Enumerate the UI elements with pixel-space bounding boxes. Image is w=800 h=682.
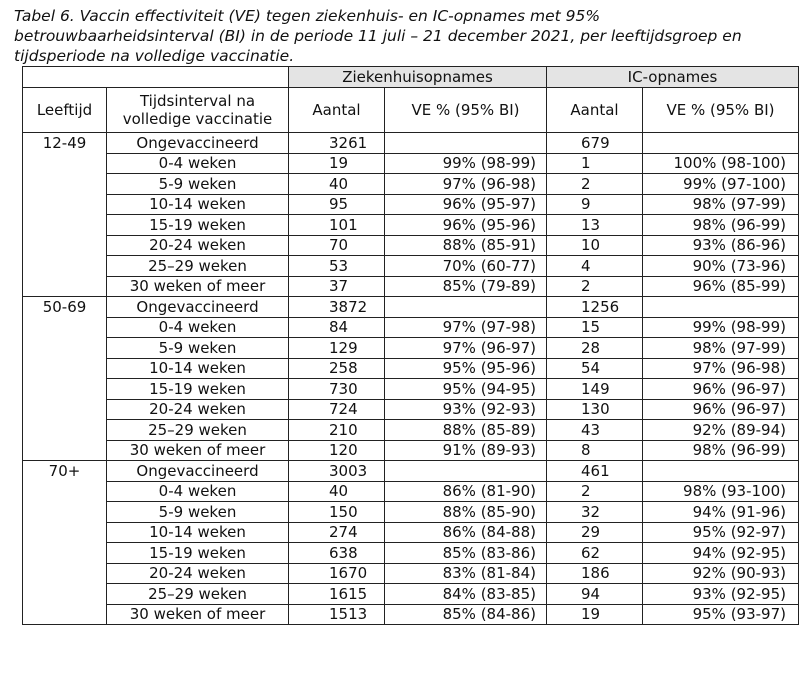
table-row [23, 297, 799, 318]
ic-count-cell: 15 [547, 317, 643, 338]
interval-cell: 20-24 weken [107, 235, 289, 256]
table-row [23, 215, 799, 236]
ic-ve-cell: 96% (85-99) [643, 276, 799, 297]
ic-count-cell: 461 [547, 461, 643, 482]
age-cell [23, 502, 107, 523]
hospital-ve-cell: 85% (79-89) [385, 276, 547, 297]
interval-cell: 10-14 weken [107, 194, 289, 215]
ic-ve-cell: 98% (96-99) [643, 440, 799, 461]
interval-cell: 20-24 weken [107, 399, 289, 420]
ic-ve-cell: 96% (96-97) [643, 379, 799, 400]
ic-count-cell: 1 [547, 153, 643, 174]
table-body [23, 133, 799, 625]
hospital-count-cell: 129 [289, 338, 385, 359]
ve-table [22, 66, 799, 625]
age-cell [23, 604, 107, 625]
age-cell [23, 522, 107, 543]
ic-ve-cell: 95% (92-97) [643, 522, 799, 543]
header-ic-ve: VE % (95% BI) [643, 88, 799, 133]
age-cell: 50-69 [23, 297, 107, 318]
table-row [23, 563, 799, 584]
interval-cell: 25–29 weken [107, 584, 289, 605]
table-row [23, 543, 799, 564]
interval-cell: 30 weken of meer [107, 276, 289, 297]
table-row [23, 502, 799, 523]
hospital-ve-cell [385, 297, 547, 318]
header-hospital-count: Aantal [289, 88, 385, 133]
header-row-columns [23, 88, 799, 133]
ic-ve-cell: 90% (73-96) [643, 256, 799, 277]
age-cell [23, 215, 107, 236]
age-cell [23, 256, 107, 277]
interval-cell: Ongevaccineerd [107, 461, 289, 482]
ic-ve-cell [643, 461, 799, 482]
ic-ve-cell: 98% (97-99) [643, 338, 799, 359]
interval-cell: 5-9 weken [107, 174, 289, 195]
hospital-ve-cell: 91% (89-93) [385, 440, 547, 461]
table-row [23, 440, 799, 461]
age-cell [23, 317, 107, 338]
hospital-count-cell: 3261 [289, 133, 385, 154]
table-row [23, 317, 799, 338]
header-age: Leeftijd [23, 88, 107, 133]
interval-cell: 5-9 weken [107, 502, 289, 523]
ic-count-cell: 94 [547, 584, 643, 605]
ic-count-cell: 13 [547, 215, 643, 236]
ic-count-cell: 62 [547, 543, 643, 564]
hospital-ve-cell: 97% (96-97) [385, 338, 547, 359]
hospital-count-cell: 40 [289, 481, 385, 502]
ic-count-cell: 2 [547, 174, 643, 195]
interval-cell: 25–29 weken [107, 420, 289, 441]
table-row [23, 399, 799, 420]
ic-ve-cell: 99% (98-99) [643, 317, 799, 338]
ic-ve-cell: 94% (92-95) [643, 543, 799, 564]
table-row [23, 194, 799, 215]
header-ic-group: IC-opnames [547, 67, 799, 88]
ic-ve-cell: 100% (98-100) [643, 153, 799, 174]
hospital-count-cell: 1615 [289, 584, 385, 605]
hospital-ve-cell: 95% (94-95) [385, 379, 547, 400]
hospital-count-cell: 37 [289, 276, 385, 297]
hospital-count-cell: 19 [289, 153, 385, 174]
table-row [23, 133, 799, 154]
age-cell [23, 440, 107, 461]
hospital-count-cell: 3003 [289, 461, 385, 482]
hospital-count-cell: 274 [289, 522, 385, 543]
interval-cell: Ongevaccineerd [107, 133, 289, 154]
hospital-ve-cell: 96% (95-96) [385, 215, 547, 236]
hospital-ve-cell: 83% (81-84) [385, 563, 547, 584]
hospital-count-cell: 53 [289, 256, 385, 277]
table-row [23, 379, 799, 400]
hospital-count-cell: 95 [289, 194, 385, 215]
interval-cell: 30 weken of meer [107, 440, 289, 461]
hospital-count-cell: 150 [289, 502, 385, 523]
ic-count-cell: 19 [547, 604, 643, 625]
interval-cell: 15-19 weken [107, 379, 289, 400]
age-cell [23, 174, 107, 195]
ic-count-cell: 32 [547, 502, 643, 523]
interval-cell: 10-14 weken [107, 358, 289, 379]
header-ic-count: Aantal [547, 88, 643, 133]
age-cell [23, 584, 107, 605]
age-cell [23, 379, 107, 400]
ic-count-cell: 149 [547, 379, 643, 400]
age-cell [23, 563, 107, 584]
hospital-count-cell: 1513 [289, 604, 385, 625]
header-hospital-ve: VE % (95% BI) [385, 88, 547, 133]
hospital-ve-cell: 97% (97-98) [385, 317, 547, 338]
hospital-ve-cell: 96% (95-97) [385, 194, 547, 215]
header-hospital-group: Ziekenhuisopnames [289, 67, 547, 88]
interval-cell: 20-24 weken [107, 563, 289, 584]
table-row [23, 604, 799, 625]
hospital-count-cell: 210 [289, 420, 385, 441]
table-row [23, 461, 799, 482]
hospital-ve-cell: 88% (85-89) [385, 420, 547, 441]
hospital-count-cell: 40 [289, 174, 385, 195]
age-cell [23, 358, 107, 379]
table-row [23, 174, 799, 195]
ic-ve-cell: 92% (89-94) [643, 420, 799, 441]
table-row [23, 338, 799, 359]
interval-cell: 0-4 weken [107, 153, 289, 174]
hospital-count-cell: 70 [289, 235, 385, 256]
ic-count-cell: 4 [547, 256, 643, 277]
hospital-count-cell: 724 [289, 399, 385, 420]
interval-cell: 5-9 weken [107, 338, 289, 359]
interval-cell: 0-4 weken [107, 317, 289, 338]
ic-count-cell: 28 [547, 338, 643, 359]
table-row [23, 235, 799, 256]
hospital-count-cell: 120 [289, 440, 385, 461]
hospital-ve-cell: 88% (85-91) [385, 235, 547, 256]
ic-count-cell: 186 [547, 563, 643, 584]
ic-count-cell: 43 [547, 420, 643, 441]
hospital-ve-cell: 93% (92-93) [385, 399, 547, 420]
interval-cell: 0-4 weken [107, 481, 289, 502]
table-row [23, 358, 799, 379]
ic-ve-cell: 97% (96-98) [643, 358, 799, 379]
ic-count-cell: 54 [547, 358, 643, 379]
ic-ve-cell: 96% (96-97) [643, 399, 799, 420]
ic-ve-cell: 98% (93-100) [643, 481, 799, 502]
age-cell [23, 543, 107, 564]
ic-count-cell: 1256 [547, 297, 643, 318]
hospital-ve-cell: 86% (81-90) [385, 481, 547, 502]
age-cell [23, 338, 107, 359]
ic-count-cell: 130 [547, 399, 643, 420]
hospital-count-cell: 84 [289, 317, 385, 338]
ic-ve-cell [643, 133, 799, 154]
interval-cell: Ongevaccineerd [107, 297, 289, 318]
ic-count-cell: 8 [547, 440, 643, 461]
age-cell [23, 235, 107, 256]
age-cell [23, 194, 107, 215]
hospital-ve-cell: 88% (85-90) [385, 502, 547, 523]
ic-ve-cell: 92% (90-93) [643, 563, 799, 584]
age-cell [23, 399, 107, 420]
hospital-ve-cell: 85% (83-86) [385, 543, 547, 564]
header-blank-left [23, 67, 289, 88]
ic-count-cell: 9 [547, 194, 643, 215]
age-cell [23, 420, 107, 441]
ic-ve-cell: 93% (86-96) [643, 235, 799, 256]
age-cell: 70+ [23, 461, 107, 482]
ic-count-cell: 2 [547, 481, 643, 502]
ic-ve-cell: 98% (96-99) [643, 215, 799, 236]
ic-count-cell: 679 [547, 133, 643, 154]
hospital-ve-cell [385, 133, 547, 154]
hospital-count-cell: 258 [289, 358, 385, 379]
ic-ve-cell: 95% (93-97) [643, 604, 799, 625]
age-cell [23, 153, 107, 174]
ic-count-cell: 10 [547, 235, 643, 256]
hospital-count-cell: 3872 [289, 297, 385, 318]
table-row [23, 276, 799, 297]
hospital-ve-cell: 86% (84-88) [385, 522, 547, 543]
header-row-groups [23, 67, 799, 88]
age-cell [23, 481, 107, 502]
table-row [23, 522, 799, 543]
header-interval: Tijdsinterval na volledige vaccinatie [107, 88, 289, 133]
age-cell: 12-49 [23, 133, 107, 154]
hospital-count-cell: 638 [289, 543, 385, 564]
interval-cell: 15-19 weken [107, 215, 289, 236]
interval-cell: 25–29 weken [107, 256, 289, 277]
hospital-ve-cell: 97% (96-98) [385, 174, 547, 195]
ic-count-cell: 29 [547, 522, 643, 543]
age-cell [23, 276, 107, 297]
table-row [23, 420, 799, 441]
table-row [23, 256, 799, 277]
table-caption: Tabel 6. Vaccin effectiviteit (VE) tegen ziekenhuis- en IC-opnames met 95% betrouwbaarheidsinterval (BI) in de periode 11 juli – 21 december 2021, per leeftijdsgroep en tijdsperiode na volledige vaccinatie. [14, 7, 742, 65]
hospital-count-cell: 101 [289, 215, 385, 236]
interval-cell: 10-14 weken [107, 522, 289, 543]
hospital-ve-cell [385, 461, 547, 482]
table-row [23, 153, 799, 174]
hospital-count-cell: 1670 [289, 563, 385, 584]
ic-count-cell: 2 [547, 276, 643, 297]
hospital-ve-cell: 85% (84-86) [385, 604, 547, 625]
ic-ve-cell [643, 297, 799, 318]
ic-ve-cell: 99% (97-100) [643, 174, 799, 195]
ic-ve-cell: 94% (91-96) [643, 502, 799, 523]
interval-cell: 15-19 weken [107, 543, 289, 564]
hospital-count-cell: 730 [289, 379, 385, 400]
hospital-ve-cell: 70% (60-77) [385, 256, 547, 277]
hospital-ve-cell: 95% (95-96) [385, 358, 547, 379]
ic-ve-cell: 98% (97-99) [643, 194, 799, 215]
interval-cell: 30 weken of meer [107, 604, 289, 625]
hospital-ve-cell: 84% (83-85) [385, 584, 547, 605]
table-row [23, 481, 799, 502]
ic-ve-cell: 93% (92-95) [643, 584, 799, 605]
hospital-ve-cell: 99% (98-99) [385, 153, 547, 174]
table-row [23, 584, 799, 605]
